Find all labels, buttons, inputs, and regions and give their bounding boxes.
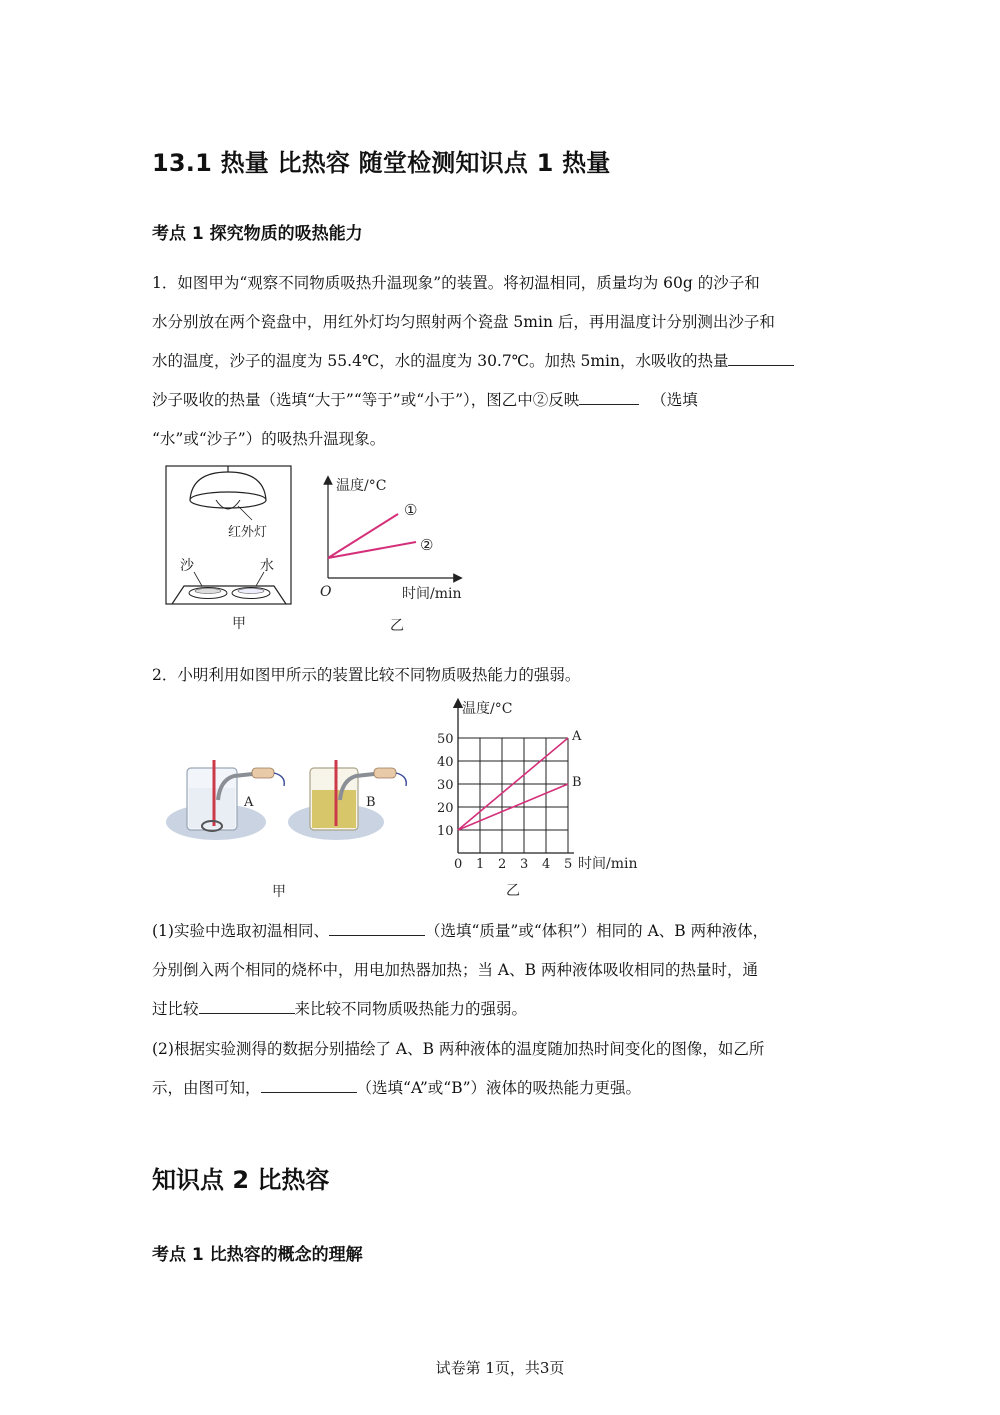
y-tick-label: 20: [437, 801, 454, 816]
x-tick-label: 3: [520, 857, 529, 872]
q2-p2-line-2: [152, 1069, 872, 1108]
q2-p1-line-1-tail: （选填“质量”或“体积”）相同的 A、B 两种液体，: [424, 922, 769, 940]
y-tick-label: 50: [437, 732, 454, 747]
q1-line-3-text: 水的温度，沙子的温度为 55.4℃，水的温度为 30.7℃。加热 5min，水吸收的热量: [152, 352, 729, 370]
x-axis-label: 时间/min: [578, 856, 638, 872]
x-tick-label: 5: [564, 857, 573, 872]
q2-p1-line-2: 分别倒入两个相同的烧杯中，用电加热器加热；当 A、B 两种液体吸收相同的热量时，通: [152, 961, 758, 979]
section-heading-1: 考点 1 探究物质的吸热能力: [152, 224, 363, 244]
beaker-b-label: B: [366, 795, 376, 810]
answer-blank-5[interactable]: [261, 1074, 357, 1093]
answer-blank-4[interactable]: [199, 995, 295, 1014]
q2-p1-line-3: [152, 990, 872, 1029]
q2-p1-line-1: [152, 912, 872, 951]
answer-blank-2[interactable]: [579, 386, 639, 405]
x-tick-label: 0: [454, 857, 463, 872]
lamp-label: 红外灯: [228, 525, 268, 540]
x-tick-label: 4: [542, 857, 551, 872]
answer-blank-1[interactable]: [728, 347, 794, 366]
series-label-a: A: [572, 729, 582, 744]
figure-caption-yi: 乙: [390, 618, 404, 634]
q1-line-2: 水分别放在两个瓷盘中，用红外灯均匀照射两个瓷盘 5min 后，再用温度计分别测出沙子和: [152, 313, 775, 331]
answer-blank-3[interactable]: [329, 917, 425, 936]
q1-origin: O: [320, 584, 332, 600]
q2-p2-line-2-text: 示，由图可知，: [152, 1079, 261, 1097]
q1-line-1-label: ①: [404, 501, 418, 519]
q1-line-4-text: 沙子吸收的热量（选填“大于”“等于”或“小于”），图乙中②反映: [152, 391, 580, 409]
q1-line-2-label: ②: [420, 536, 434, 554]
figure-caption-jia: 甲: [232, 616, 246, 632]
q2-p1-line-3-tail: 来比较不同物质吸热能力的强弱。: [294, 1000, 528, 1018]
y-axis-label: 温度/°C: [462, 701, 513, 717]
page-footer: 试卷第 1页，共3页: [435, 1359, 565, 1377]
q2-intro: 2．小明利用如图甲所示的装置比较不同物质吸热能力的强弱。: [152, 666, 581, 684]
q2-chart: [426, 695, 656, 905]
q1-line-4: [152, 381, 867, 420]
chart-labels: [437, 700, 638, 899]
sand-label: 沙: [180, 558, 194, 574]
q1-xlabel: 时间/min: [402, 586, 462, 602]
q2-p2-line-2-tail: （选填“A”或“B”）液体的吸热能力更强。: [356, 1079, 642, 1097]
y-tick-label: 40: [437, 755, 454, 770]
q2-p1-line-1-text: (1)实验中选取初温相同、: [152, 922, 329, 940]
q1-line-4-tail: （选填: [651, 391, 698, 409]
q1-figure-jia: [160, 460, 300, 640]
series-label-b: B: [572, 775, 582, 790]
section-heading-3: 考点 1 比热容的概念的理解: [152, 1245, 363, 1265]
q2-part-2: [152, 1030, 872, 1108]
q1-figure-yi: [310, 470, 485, 640]
q1-ylabel: 温度/°C: [336, 478, 387, 494]
question-1: [152, 264, 867, 459]
q2-p1-line-3-text: 过比较: [152, 1000, 199, 1018]
x-tick-label: 2: [498, 857, 507, 872]
figure-caption-yi-2: 乙: [506, 883, 520, 899]
beaker-a-label: A: [244, 795, 254, 810]
q2-p2-line-1: (2)根据实验测得的数据分别描绘了 A、B 两种液体的温度随加热时间变化的图像，如乙所: [152, 1040, 765, 1058]
page-title: 13.1 热量 比热容 随堂检测知识点 1 热量: [152, 149, 611, 177]
q2-part-1: [152, 912, 872, 1029]
q1-line-3: [152, 342, 867, 381]
y-tick-label: 10: [437, 824, 454, 839]
section-heading-2: 知识点 2 比热容: [152, 1166, 330, 1194]
q1-line-1: 1．如图甲为“观察不同物质吸热升温现象”的装置。将初温相同，质量均为 60g 的沙子和: [152, 274, 760, 292]
q2-figure-jia: [160, 760, 420, 905]
figure-caption-jia-2: 甲: [272, 884, 286, 900]
q1-line-5: “水”或“沙子”）的吸热升温现象。: [152, 430, 386, 448]
chart-grid: [458, 738, 568, 853]
x-tick-label: 1: [476, 857, 485, 872]
y-tick-label: 30: [437, 778, 454, 793]
water-label: 水: [260, 558, 274, 574]
